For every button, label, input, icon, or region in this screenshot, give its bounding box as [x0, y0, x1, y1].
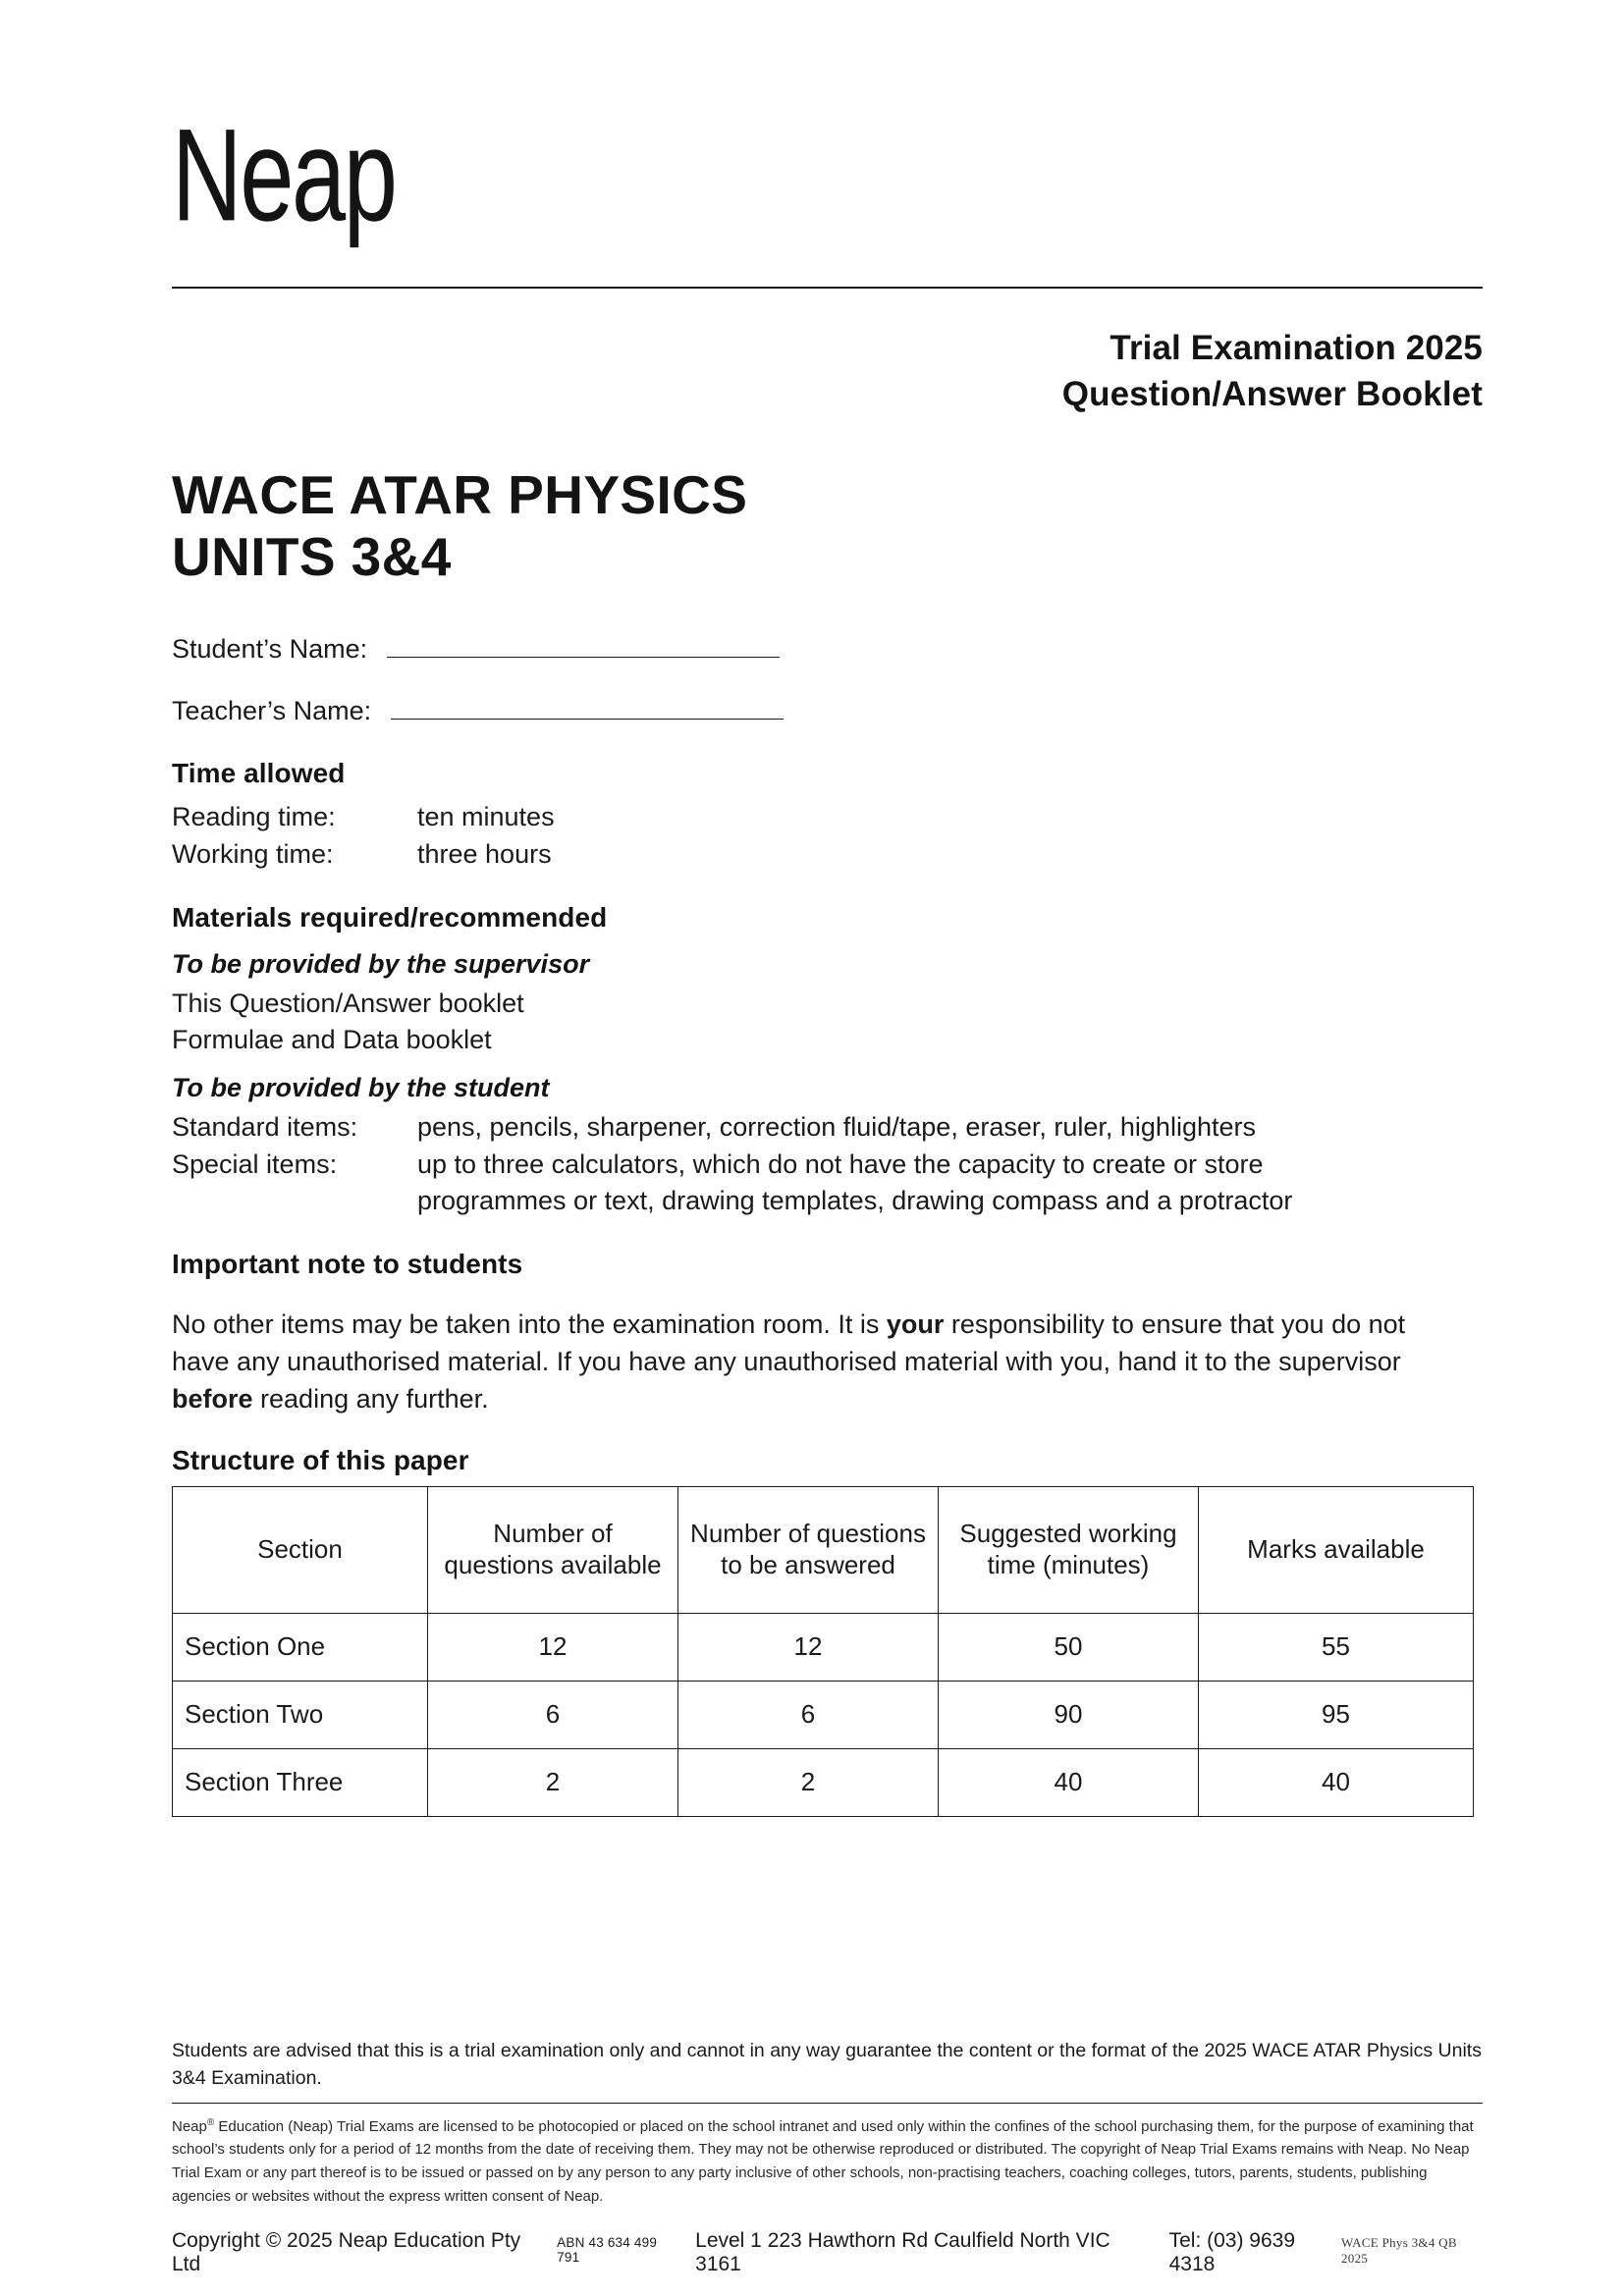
- important-note-text-3: reading any further.: [252, 1383, 489, 1414]
- fineprint-body: Education (Neap) Trial Exams are licensed to be photocopied or placed on the school intranet and used only within the confines of the school purchasing them, for the purpose of examining that school’s students only for a period of 12 months from the date of receiving them. They may not be otherwise reproduced or distributed. The copyright of Neap Trial Exams remains with Neap. No Neap Trial Exam or any part thereof is to be issued or passed on by any person to any party inclusive of other schools, non-practising teachers, coaching colleges, tutors, parents, students, publishing agencies or websites without the express written consent of Neap.: [172, 2117, 1474, 2205]
- row-marks: 40: [1199, 1748, 1474, 1816]
- important-note-paragraph: [172, 1307, 1468, 1417]
- working-time-label: Working time:: [172, 838, 334, 869]
- table-row: [173, 1681, 1474, 1748]
- important-note-heading: Important note to students: [172, 1249, 523, 1280]
- footer-divider-rule: [172, 2103, 1483, 2104]
- student-name-input[interactable]: [387, 637, 780, 658]
- row-to-answer: 12: [678, 1613, 939, 1681]
- standard-items-label: Standard items:: [172, 1112, 358, 1143]
- row-section-name: Section Two: [173, 1681, 428, 1748]
- brand-logo: [172, 0, 1483, 277]
- row-available: 12: [428, 1613, 678, 1681]
- special-items-label: Special items:: [172, 1148, 338, 1179]
- special-items-row: [172, 1147, 1483, 1220]
- page-footer: [172, 2037, 1483, 2276]
- important-note-bold-your: your: [886, 1309, 945, 1340]
- column-header-questions-to-answer: Number of questions to be answered: [678, 1486, 939, 1613]
- teacher-name-row: [172, 696, 1483, 726]
- header-divider-rule: [172, 287, 1483, 289]
- time-allowed-heading: Time allowed: [172, 758, 346, 789]
- materials-heading: Materials required/recommended: [172, 901, 608, 933]
- student-name-row: [172, 634, 1483, 665]
- important-note-text-1: No other items may be taken into the examination room. It is: [172, 1309, 887, 1340]
- row-working-time: 40: [939, 1748, 1199, 1816]
- special-items-value-line-2: programmes or text, drawing templates, drawing compass and a protractor: [417, 1185, 1293, 1215]
- important-note-section: [172, 1249, 1483, 1417]
- standard-items-row: [172, 1109, 1483, 1146]
- page-title: [172, 464, 1483, 587]
- document-code: WACE Phys 3&4 QB 2025: [1340, 2235, 1457, 2267]
- working-time-value: three hours: [417, 838, 552, 869]
- exam-header-line-1: Trial Examination 2025: [1110, 329, 1483, 367]
- student-name-label: Student’s Name:: [172, 634, 368, 665]
- name-fields: [172, 634, 1483, 726]
- copyright-text: Copyright © 2025 Neap Education Pty Ltd: [172, 2229, 521, 2276]
- student-subheading: To be provided by the student: [172, 1073, 550, 1103]
- fineprint-brand: Neap: [172, 2117, 207, 2135]
- reading-time-row: [172, 799, 1483, 835]
- column-header-marks-available: Marks available: [1199, 1486, 1474, 1613]
- row-section-name: Section Three: [173, 1748, 428, 1816]
- supervisor-item-2: Formulae and Data booklet: [172, 1024, 492, 1054]
- standard-items-value: pens, pencils, sharpener, correction fluid/tape, eraser, ruler, highlighters: [417, 1112, 1256, 1143]
- important-note-bold-before: before: [172, 1383, 253, 1414]
- row-marks: 55: [1199, 1613, 1474, 1681]
- row-available: 6: [428, 1681, 678, 1748]
- row-section-name: Section One: [173, 1613, 428, 1681]
- table-row: [173, 1613, 1474, 1681]
- important-note-text-2: responsibility to ensure that you do not have any unauthorised material. If you have any unauthorised material with you, hand it to the supervisor: [172, 1309, 1406, 1376]
- time-allowed-section: [172, 758, 1483, 873]
- row-working-time: 50: [939, 1613, 1199, 1681]
- row-to-answer: 2: [678, 1748, 939, 1816]
- page-content: [172, 0, 1483, 1817]
- column-header-working-time: Suggested working time (minutes): [939, 1486, 1199, 1613]
- exam-header: [172, 326, 1483, 417]
- reading-time-value: ten minutes: [417, 802, 555, 832]
- row-to-answer: 6: [678, 1681, 939, 1748]
- page-title-line-1: WACE ATAR PHYSICS: [172, 464, 748, 526]
- advisory-text: Students are advised that this is a trial examination only and cannot in any way guarantee the content or the format of the 2025 WACE ATAR Physics Units 3&4 Examination.: [172, 2040, 1482, 2090]
- structure-heading: Structure of this paper: [172, 1444, 469, 1475]
- working-time-row: [172, 836, 1483, 873]
- address-text: Level 1 223 Hawthorn Rd Caulfield North VIC 3161: [695, 2229, 1110, 2276]
- reading-time-label: Reading time:: [172, 802, 336, 832]
- abn-text: ABN 43 634 499 791: [557, 2235, 658, 2266]
- registered-trademark-icon: ®: [206, 2116, 215, 2128]
- teacher-name-label: Teacher’s Name:: [172, 696, 372, 726]
- materials-section: [172, 902, 1483, 1219]
- structure-table: [172, 1486, 1474, 1817]
- special-items-value: [417, 1147, 1483, 1220]
- column-header-questions-available: Number of questions available: [428, 1486, 678, 1613]
- copyright-fineprint: [172, 2115, 1483, 2209]
- teacher-name-input[interactable]: [391, 699, 784, 720]
- table-row: [173, 1748, 1474, 1816]
- copyright-line: [172, 2229, 1483, 2276]
- table-header-row: [173, 1486, 1474, 1613]
- row-working-time: 90: [939, 1681, 1199, 1748]
- column-header-section: Section: [173, 1486, 428, 1613]
- telephone-text: Tel: (03) 9639 4318: [1168, 2229, 1296, 2276]
- exam-header-line-2: Question/Answer Booklet: [1061, 374, 1483, 413]
- page-title-line-2: UNITS 3&4: [172, 525, 452, 587]
- neap-logo-text: Neap: [172, 102, 396, 249]
- row-marks: 95: [1199, 1681, 1474, 1748]
- row-available: 2: [428, 1748, 678, 1816]
- structure-section: [172, 1445, 1483, 1817]
- special-items-value-line-1: up to three calculators, which do not have the capacity to create or store: [417, 1148, 1264, 1179]
- supervisor-item-1: This Question/Answer booklet: [172, 988, 524, 1018]
- supervisor-subheading: To be provided by the supervisor: [172, 948, 590, 979]
